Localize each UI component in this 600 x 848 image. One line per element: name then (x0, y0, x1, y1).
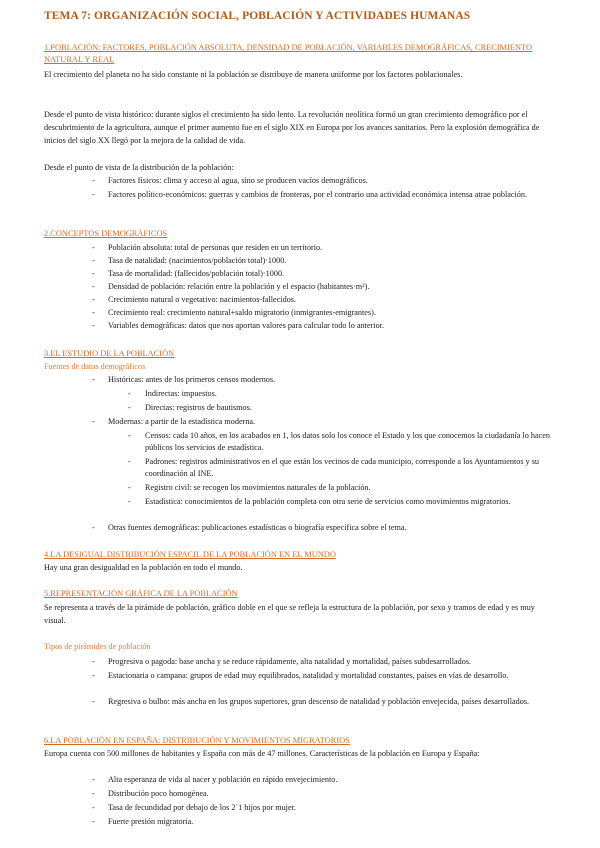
section-3-subheading: Fuentes de datos demográficos (44, 362, 146, 371)
section-5-paragraph-1: Se representa a través de la pirámide de población, gráfico doble en el que se refleja la estructura de la población, por sexo y tramos de edad y es muy visual. (44, 603, 535, 625)
section-3-heading: 3.EL ESTUDIO DE LA POBLACIÓN (44, 349, 175, 358)
bullet-dash: - (128, 431, 131, 440)
section-1-paragraph-3: Desde el punto de vista de la distribución de la población: (44, 163, 234, 172)
bullet-dash: - (128, 403, 131, 412)
bullet-dash: - (92, 256, 95, 265)
section-1-paragraph-2: Desde el punto de vista histórico: durante siglos el crecimiento ha sido lento. La revolución neolítica formó un gran crecimiento demográfico por el descubrimiento de la agricultura, aunque el primer aumento fue en el siglo XIX en Europa por los avances sanitarios. Pero la explosión demográfica de inicios del siglo XX llegó por la mejora de la calidad de vida. (44, 110, 540, 145)
section-4-heading: 4.LA DESIGUAL DISTRIBUCIÓN ESPACIL DE LA POBLACIÓN EN EL MUNDO (44, 550, 336, 559)
bullet-dash: - (92, 295, 95, 304)
bullet-dash: - (92, 176, 95, 185)
bullet-dash: - (92, 321, 95, 330)
bullet-dash: - (92, 697, 95, 706)
section-2-heading: 2.CONCEPTOS DEMOGRÁFICOS (44, 229, 168, 238)
list-item: Población absoluta: total de personas que residen en un territorio. (108, 243, 323, 252)
page-title: TEMA 7: ORGANIZACIÓN SOCIAL, POBLACIÓN Y ACTIVIDADES HUMANAS (44, 10, 471, 22)
bullet-dash: - (92, 523, 95, 532)
list-item-censos: Censos: cada 10 años, en los acabados en 1, los datos solo los conoce el Estado y los que conocemos la ciudadanía lo hacen públicos los servicios de estadística. (145, 431, 550, 452)
list-item-registro-civil: Registro civil: se recogen los movimientos naturales de la población. (145, 483, 371, 492)
bullet-dash: - (92, 789, 95, 798)
list-item: Fuerte presión migratoria. (108, 817, 194, 826)
bullet-dash: - (92, 671, 95, 680)
bullet-dash: - (92, 190, 95, 199)
bullet-dash: - (92, 817, 95, 826)
list-item: Factores físicos: clima y acceso al agua, sino se producen vacíos demográficos. (108, 176, 368, 185)
list-item: Tasa de natalidad: (nacimientos/población total)·1000. (108, 256, 287, 265)
list-item-indirectas: Indirectas: impuestos. (145, 389, 217, 398)
list-item-directas: Directas: registros de bautismos. (145, 403, 252, 412)
list-item: Tasa de mortalidad: (fallecidos/población total)·1000. (108, 269, 285, 278)
bullet-dash: - (92, 775, 95, 784)
list-item: Tasa de fecundidad por debajo de los 2´1 hijos por mujer. (108, 803, 296, 812)
list-item: Factores político-económicos: guerras y cambios de fronteras, por el contrario una actividad económica intensa atrae población. (108, 190, 527, 199)
section-6-paragraph-1: Europa cuenta con 500 millones de habitantes y España con más de 47 millones. Características de la población en Europa y España: (44, 749, 480, 758)
section-5-subheading: Tipos de pirámides de población (44, 642, 151, 651)
bullet-dash: - (92, 375, 95, 384)
section-5-heading: 5.REPRESENTACIÓN GRÁFICA DE LA POBLACIÓN (44, 589, 238, 598)
list-item: Alta esperanza de vida al nacer y población en rápido envejecimiento. (108, 775, 338, 784)
bullet-dash: - (92, 282, 95, 291)
list-item-padrones: Padrones: registros administrativos en el que están los vecinos de cada municipio, corresponde a los Ayuntamientos y su coordinación al INE. (145, 457, 539, 478)
list-item: Distribución poco homogénea. (108, 789, 209, 798)
section-1-paragraph-1: El crecimiento del planeta no ha sido constante ni la población se distribuye de manera uniforme por los factores poblacionales. (44, 70, 463, 79)
list-item: Variables demográficas: datos que nos aportan valores para calcular todo lo anterior. (108, 321, 384, 330)
bullet-dash: - (92, 803, 95, 812)
list-item-historicas: Históricas: antes de los primeros censos modernos. (108, 375, 276, 384)
list-item: Crecimiento real: crecimiento natural+saldo migratorio (inmigrantes-emigrantes). (108, 308, 376, 317)
list-item-modernas: Modernas: a partir de la estadística moderna. (108, 417, 256, 426)
bullet-dash: - (128, 483, 131, 492)
list-item: Densidad de población: relación entre la población y el espacio (habitantes·m²). (108, 282, 370, 291)
list-item: Regresiva o bulbo: más ancha en los grupos superiores, gran descenso de natalidad y población envejecida, países desarrollados. (108, 697, 530, 706)
bullet-dash: - (92, 243, 95, 252)
bullet-dash: - (92, 657, 95, 666)
bullet-dash: - (128, 497, 131, 506)
list-item-estadistica: Estadística: conocimientos de la población completa con otra serie de servicios como movimientos migratorios. (145, 497, 511, 506)
bullet-dash: - (92, 269, 95, 278)
section-6-heading: 6.LA POBLACIÓN EN ESPAÑA: DISTRIBUCIÓN Y MOVIMIENTOS MIGRATORIOS (44, 736, 350, 745)
section-1-heading: 1.POBLACIÓN: FACTORES, POBLACIÓN ABSOLUTA, DENSIDAD DE POBLACIÓN, VARIABLES DEMOGRÁFICAS, CRECIMIENTO NATURAL Y REAL (44, 43, 533, 64)
list-item: Progresiva o pagoda: base ancha y se reduce rápidamente, alta natalidad y mortalidad, países subdesarrollados. (108, 657, 472, 666)
bullet-dash: - (92, 308, 95, 317)
list-item: Crecimiento natural o vegetativo: nacimientos-fallecidos. (108, 295, 297, 304)
section-4-paragraph-1: Hay una gran desigualdad en la población en todo el mundo. (44, 563, 243, 572)
bullet-dash: - (92, 417, 95, 426)
list-item-otras-fuentes: Otras fuentes demográficas: publicaciones estadísticas o biografía específica sobre el tema. (108, 523, 407, 532)
list-item: Estacionaria o campana: grupos de edad muy equilibrados, natalidad y mortalidad constantes, países en vías de desarrollo. (108, 671, 509, 680)
bullet-dash: - (128, 457, 131, 466)
bullet-dash: - (128, 389, 131, 398)
